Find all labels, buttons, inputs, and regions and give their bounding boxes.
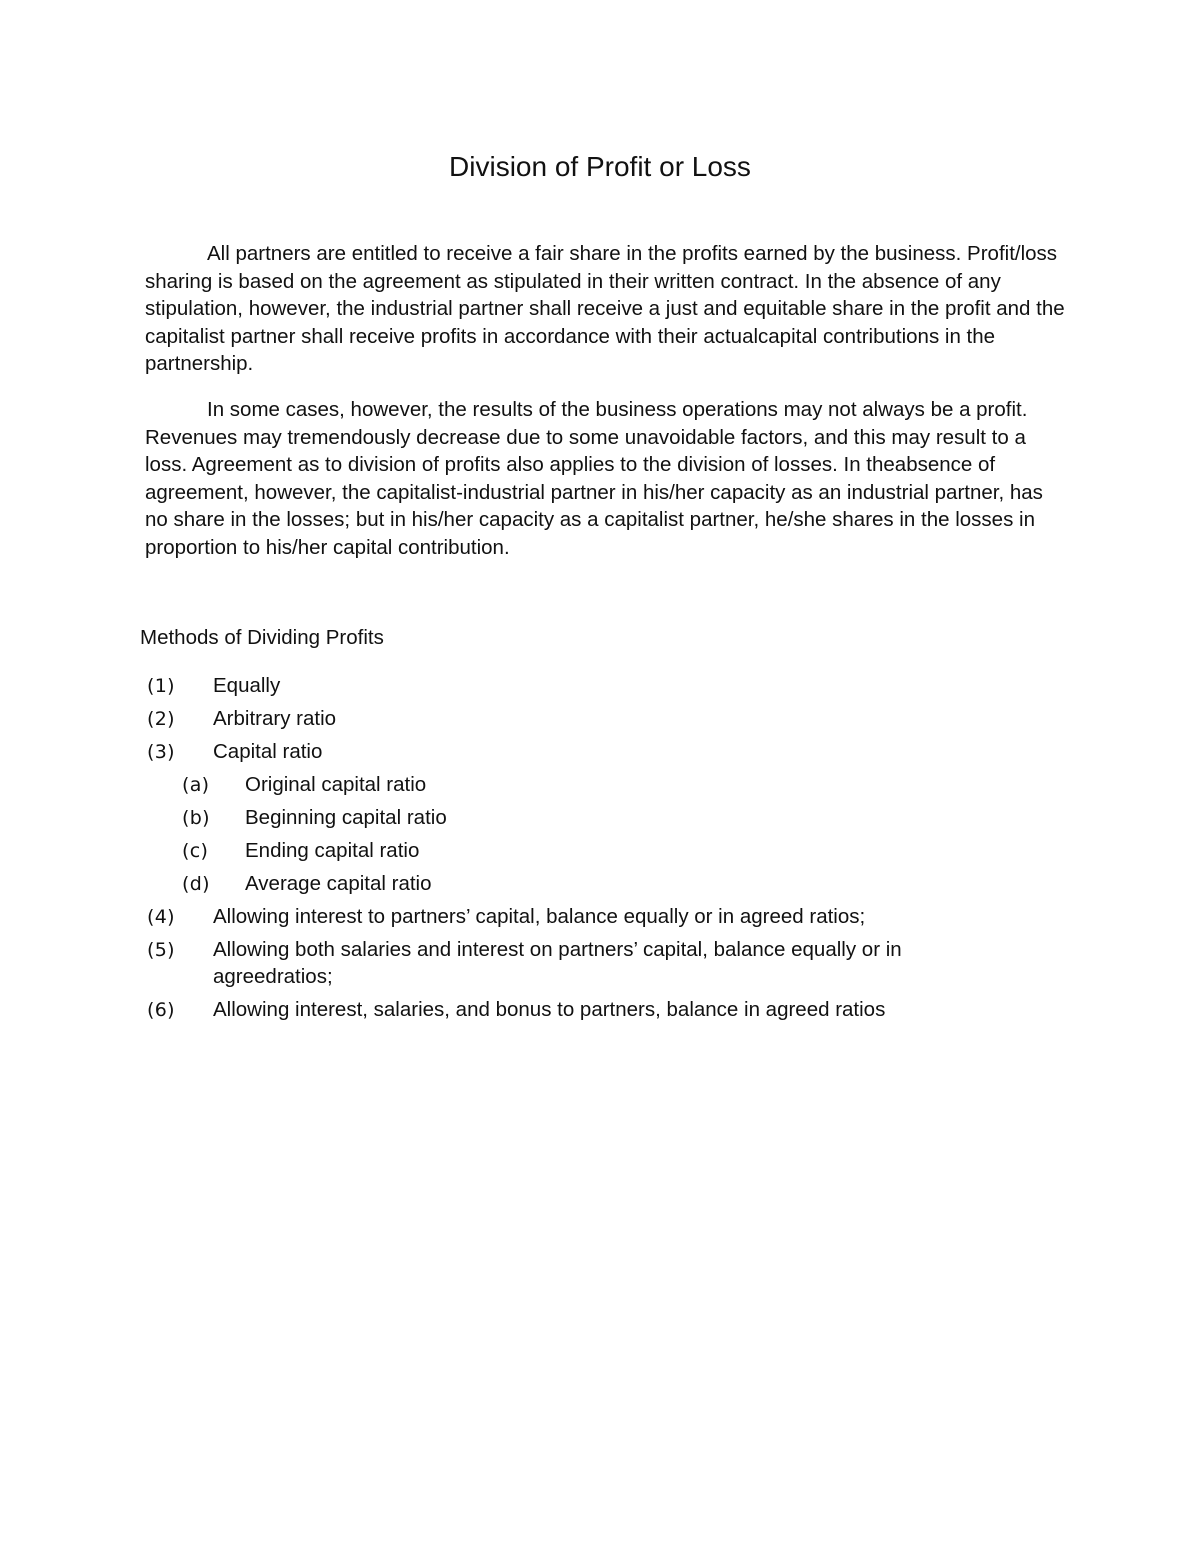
list-marker: (5) bbox=[147, 939, 175, 961]
list-item-text: Original capital ratio bbox=[245, 773, 427, 796]
list-item-text: Equally bbox=[213, 674, 281, 697]
list-item-text: Allowing interest to partners’ capital, balance equally or in agreed ratios; bbox=[213, 905, 866, 928]
list-item-text: Allowing both salaries and interest on partners’ capital, balance equally or in agreedratios; bbox=[213, 938, 902, 988]
list-marker: (b) bbox=[182, 807, 210, 829]
list-item-text: Beginning capital ratio bbox=[245, 806, 447, 829]
list-marker: (6) bbox=[147, 999, 175, 1021]
list-marker: (2) bbox=[147, 708, 175, 730]
list-marker: (3) bbox=[147, 741, 175, 763]
list-marker: (a) bbox=[182, 774, 210, 796]
list-marker: (1) bbox=[147, 675, 175, 697]
list-item-text: Allowing interest, salaries, and bonus to partners, balance in agreed ratios bbox=[213, 998, 886, 1021]
list-marker: (c) bbox=[182, 840, 209, 862]
list-item-text: Arbitrary ratio bbox=[213, 707, 337, 730]
list-marker: (d) bbox=[182, 873, 210, 895]
list-item-text: Ending capital ratio bbox=[245, 839, 420, 862]
paragraph-loss-sharing: In some cases, however, the results of the business operations may not always be a profit. Revenues may tremendously decrease due to some unavoidable factors, and this may result to a loss. Agreement as to division of profits also applies to the division of losses. In theabsence of agreement, however, the capitalist-industrial partner in his/her capacity as an industrial partner, has no share in the losses; but in his/her capacity as a capitalist partner, he/she shares in the losses in proportion to his/her capital contribution. bbox=[145, 398, 1043, 559]
list-item-text: Average capital ratio bbox=[245, 872, 432, 895]
document-title: Division of Profit or Loss bbox=[449, 151, 751, 182]
list-item-text: Capital ratio bbox=[213, 740, 323, 763]
methods-heading: Methods of Dividing Profits bbox=[140, 626, 384, 649]
paragraph-profit-sharing: All partners are entitled to receive a fair share in the profits earned by the business. Profit/loss sharing is based on the agreement as stipulated in their written contract. In the absence of any stipulation, however, the industrial partner shall receive a just and equitable share in the profit and the capitalist partner shall receive profits in accordance with their actualcapital contributions in the partnership. bbox=[145, 242, 1065, 375]
list-marker: (4) bbox=[147, 906, 175, 928]
